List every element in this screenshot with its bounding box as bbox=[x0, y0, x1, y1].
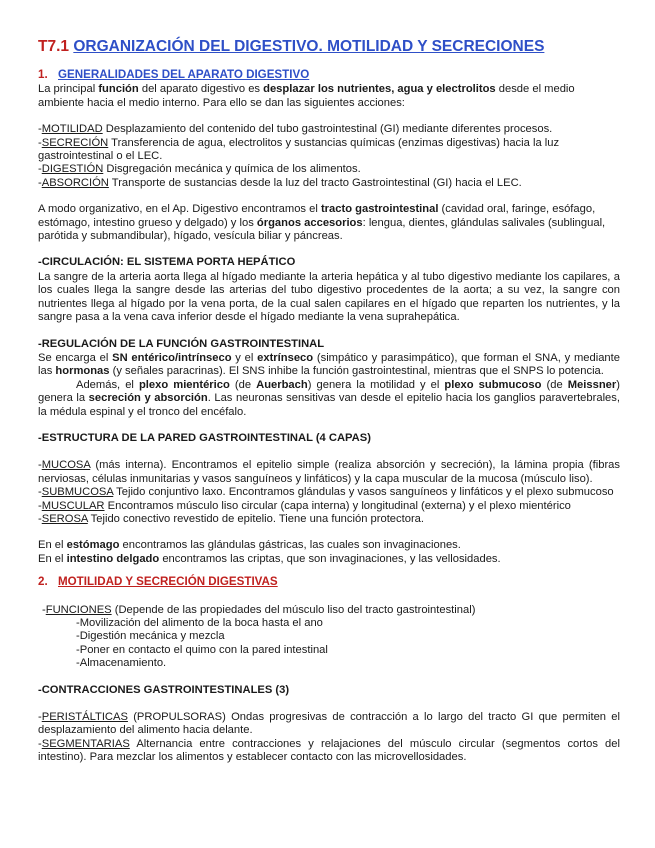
title-text: ORGANIZACIÓN DEL DIGESTIVO. MOTILIDAD Y SECRECIONES bbox=[73, 38, 545, 55]
list-item: -SEGMENTARIAS Alternancia entre contracciones y relajaciones del músculo circular (segmentos cortos del intestino). Para mezclar los alimentos y establecer contacto con las microvellosidades. bbox=[38, 737, 620, 764]
organization-paragraph: A modo organizativo, en el Ap. Digestivo encontramos el tracto gastrointestinal (cavidad oral, faringe, esófago, estómago, intestino grueso y delgado) y los órganos accesorios: lengua, dientes, glándulas salivales (sublingual, parótida y submandibular), hígado, vesícula biliar y páncreas. bbox=[38, 203, 606, 243]
list-item: -SECRECIÓN Transferencia de agua, electrolitos y sustancias químicas (enzimas digestivas) hacia la luz gastrointestinal o el LEC. bbox=[38, 136, 560, 163]
regulation-paragraph-2: Además, el plexo mientérico (de Auerbach) genera la motilidad y el plexo submucoso (de Meissner) genera la secreción y absorción. Las neuronas sensitivas van desde el epitelio hacia los ganglios paravertebrales, la médula espinal y el tronco del encéfalo. bbox=[38, 378, 620, 418]
list-item: -MUSCULAR Encontramos músculo liso circular (capa interna) y longitudinal (externa) y el plexo mientérico bbox=[38, 499, 571, 512]
section-title: MOTILIDAD Y SECRECIÓN DIGESTIVAS bbox=[58, 575, 278, 589]
wall-structure-heading: -ESTRUCTURA DE LA PARED GASTROINTESTINAL (4 CAPAS) bbox=[38, 431, 371, 444]
regulation-heading: -REGULACIÓN DE LA FUNCIÓN GASTROINTESTINAL bbox=[38, 337, 325, 350]
list-item: -Movilización del alimento de la boca hasta el ano bbox=[76, 617, 323, 629]
list-item: -PERISTÁLTICAS (PROPULSORAS) Ondas progresivas de contracción a lo largo del tracto GI que permiten el desplazamiento del alimento hacia delante. bbox=[38, 711, 620, 737]
document-page bbox=[38, 30, 620, 765]
list-item: -ABSORCIÓN Transporte de sustancias desde la luz del tracto Gastrointestinal (GI) hacia el LEC. bbox=[38, 176, 522, 189]
list-item: -SEROSA Tejido conectivo revestido de epitelio. Tiene una función protectora. bbox=[38, 512, 425, 525]
contractions-heading: -CONTRACCIONES GASTROINTESTINALES (3) bbox=[38, 683, 290, 696]
regulation-paragraph-1: Se encarga el SN entérico/intrínseco y el extrínseco (simpático y parasimpático), que forman el SNA, y mediante las hormonas (y señales paracrinas). El SNS inhibe la función gastrointestinal, mientras que el SNPS lo potencia. bbox=[38, 351, 620, 378]
section-1-heading bbox=[38, 68, 620, 81]
section-number: 1. bbox=[38, 68, 48, 81]
list-item: -DIGESTIÓN Disgregación mecánica y química de los alimentos. bbox=[38, 163, 361, 176]
title-number: T7.1 bbox=[38, 38, 70, 55]
circulation-paragraph: La sangre de la arteria aorta llega al hígado mediante la arteria hepática y al tubo digestivo mediante los capilares, a los cuales llega la sangre desde las arterias del tubo digestivo procedentes de la aorta; a su vez, la sangre con nutrientes llega al hígado por la vena porta, de la cual salen capilares en el hígado que reparten los nutrientes, y la sangre pasa a la vena cava inferior desde el hígado mediante la vena suprahepática. bbox=[38, 270, 620, 324]
stomach-paragraph: En el estómago encontramos las glándulas gástricas, las cuales son invaginaciones. bbox=[38, 539, 461, 552]
list-item: -MUCOSA (más interna). Encontramos el epitelio simple (realiza absorción y secreción), la lámina propia (fibras nerviosas, células inmunitarias y vasos sanguíneos y linfáticos) y la capa muscular de la mucosa (músculo liso). bbox=[38, 459, 620, 485]
section-2-heading bbox=[38, 575, 620, 588]
functions-line: -FUNCIONES (Depende de las propiedades del músculo liso del tracto gastrointestinal) bbox=[42, 603, 476, 616]
section-number: 2. bbox=[38, 575, 48, 589]
circulation-heading: -CIRCULACIÓN: EL SISTEMA PORTA HEPÁTICO bbox=[38, 256, 296, 269]
list-item: -MOTILIDAD Desplazamiento del contenido del tubo gastrointestinal (GI) mediante diferentes procesos. bbox=[38, 123, 553, 136]
section-title: GENERALIDADES DEL APARATO DIGESTIVO bbox=[58, 68, 310, 81]
intro-paragraph: La principal función del aparato digestivo es desplazar los nutrientes, agua y electrolitos desde el medio ambiente hacia el medio interno. Para ello se dan las siguientes acciones: bbox=[38, 83, 575, 109]
list-item: -Digestión mecánica y mezcla bbox=[76, 630, 225, 643]
list-item: -SUBMUCOSA Tejido conjuntivo laxo. Encontramos glándulas y vasos sanguíneos y linfáticos y el plexo submucoso bbox=[38, 486, 614, 499]
list-item: -Almacenamiento. bbox=[76, 657, 167, 670]
intestine-paragraph: En el intestino delgado encontramos las criptas, que son invaginaciones, y las vellosidades. bbox=[38, 552, 501, 565]
list-item: -Poner en contacto el quimo con la pared intestinal bbox=[76, 643, 328, 656]
page-title bbox=[38, 38, 620, 56]
